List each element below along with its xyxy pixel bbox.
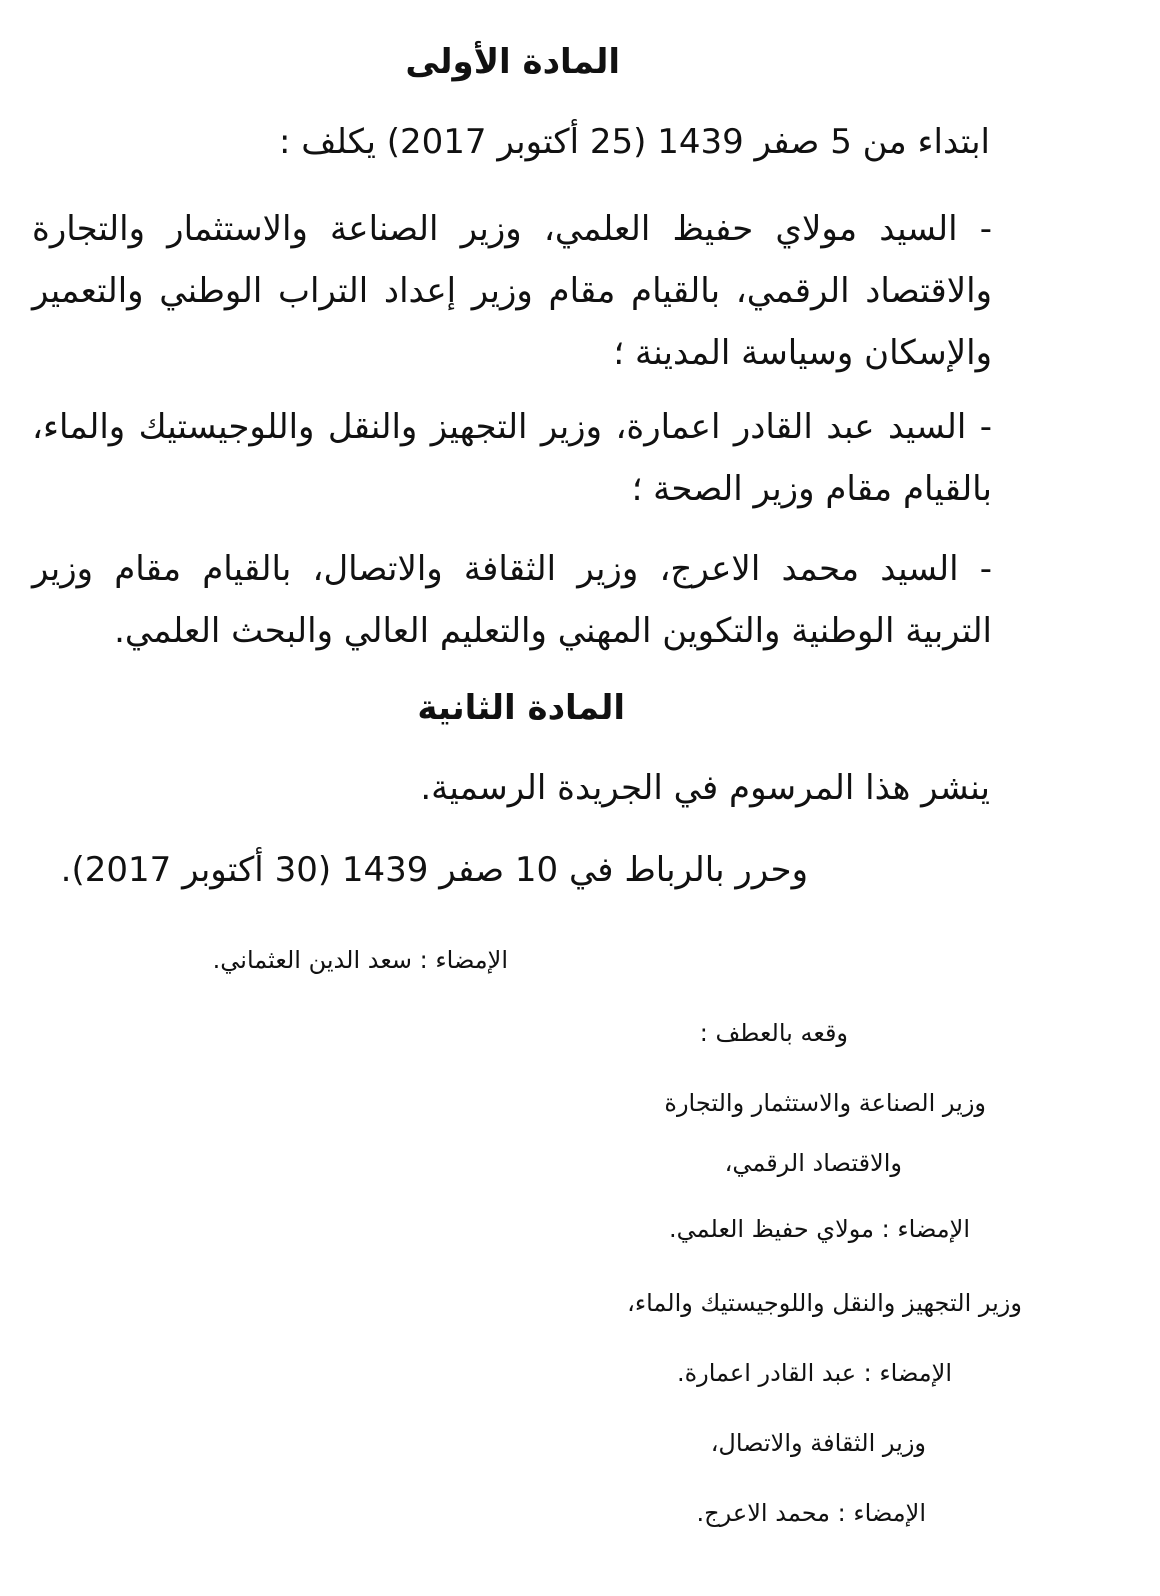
minister-1-signature: الإمضاء : مولاي حفيظ العلمي. [669, 1215, 970, 1243]
article-one-item-1: - السيد مولاي حفيظ العلمي، وزير الصناعة والاستثمار والتجارة والاقتصاد الرقمي، بالقيام مقام وزير إعداد التراب الوطني والتعمير والإسكان وسياسة المدينة ؛ [32, 209, 992, 373]
article-one-item-2: - السيد عبد القادر اعمارة، وزير التجهيز والنقل واللوجيستيك والماء، بالقيام مقام وزير الصحة ؛ [32, 407, 992, 509]
article-two-heading: المادة الثانية [417, 688, 625, 728]
article-two-text: ينشر هذا المرسوم في الجريدة الرسمية. [420, 768, 990, 808]
minister-2-signature: الإمضاء : عبد القادر اعمارة. [676, 1359, 952, 1387]
prime-minister-signature: الإمضاء : سعد الدين العثماني. [212, 946, 508, 974]
minister-2-title: وزير التجهيز والنقل واللوجيستيك والماء، [627, 1289, 1022, 1317]
minister-3-title: وزير الثقافة والاتصال، [710, 1429, 926, 1457]
issued-date: وحرر بالرباط في 10 صفر 1439 (30 أكتوبر 2017). [60, 850, 808, 890]
countersigned-label: وقعه بالعطف : [699, 1019, 848, 1047]
article-one-heading: المادة الأولى [405, 42, 620, 82]
article-one-intro: ابتداء من 5 صفر 1439 (25 أكتوبر 2017) يكلف : [279, 122, 990, 162]
minister-1-title-line-2: والاقتصاد الرقمي، [724, 1149, 902, 1177]
minister-3-signature: الإمضاء : محمد الاعرج. [696, 1499, 926, 1527]
minister-1-title-line-1: وزير الصناعة والاستثمار والتجارة [664, 1089, 986, 1117]
article-one-item-3: - السيد محمد الاعرج، وزير الثقافة والاتصال، بالقيام مقام وزير التربية الوطنية والتكوين المهني والتعليم العالي والبحث العلمي. [32, 549, 992, 651]
